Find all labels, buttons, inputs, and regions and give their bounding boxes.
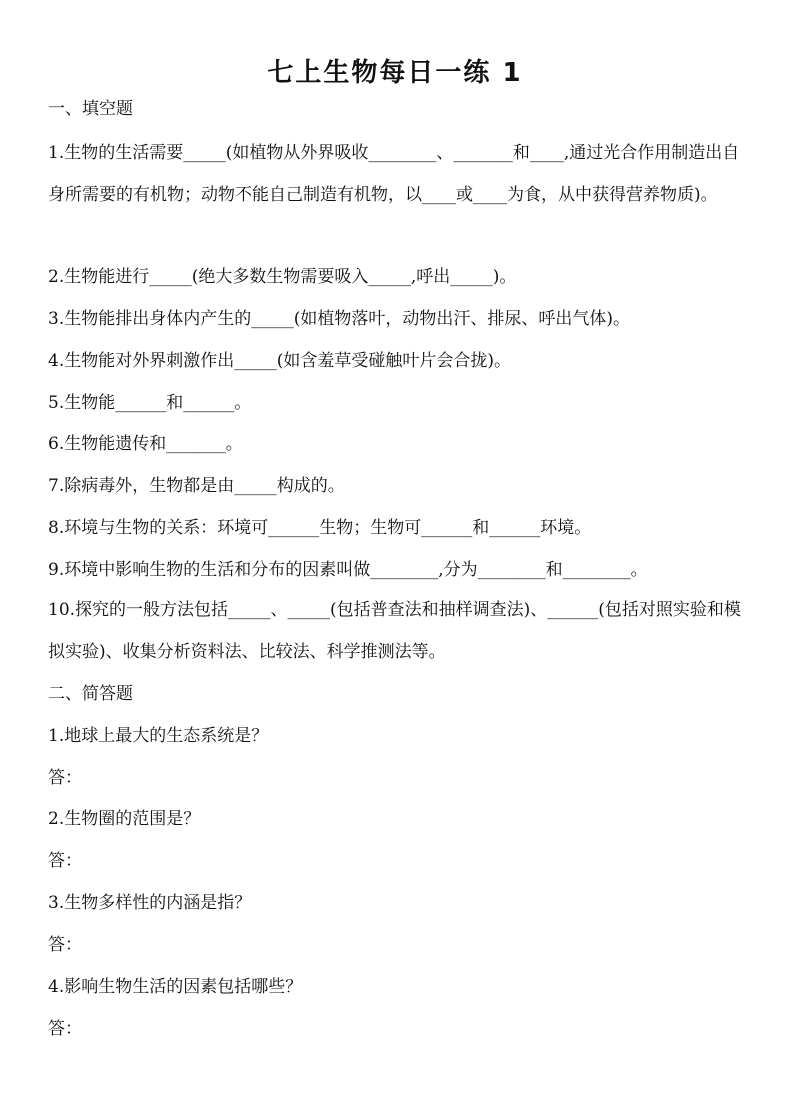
short-answer-question-4: 4.影响生物生活的因素包括哪些？ bbox=[48, 977, 303, 997]
section-heading-fill-in: 一、填空题 bbox=[48, 99, 133, 119]
short-answer-question-2: 2.生物圈的范围是？ bbox=[48, 809, 201, 829]
answer-label-1: 答： bbox=[48, 768, 82, 788]
answer-label-3: 答： bbox=[48, 935, 82, 955]
fill-in-item-8: 8.环境与生物的关系：环境可______生物；生物可______和______环境。 bbox=[48, 518, 592, 538]
fill-in-item-2: 2.生物能进行_____(绝大多数生物需要吸入_____,呼出_____)。 bbox=[48, 267, 517, 287]
short-answer-question-1: 1.地球上最大的生态系统是？ bbox=[48, 726, 269, 746]
answer-label-4: 答： bbox=[48, 1019, 82, 1039]
fill-in-item-10: 10.探究的一般方法包括_____、_____(包括普查法和抽样调查法)、______(包括对照实验和模拟实验)、收集分析资料法、比较法、科学推测法等。 bbox=[48, 600, 741, 662]
fill-in-item-1: 1.生物的生活需要_____(如植物从外界吸收________、_______和____,通过光合作用制造出自身所需要的有机物；动物不能自己制造有机物，以____或____为食，从中获得营养物质)。 bbox=[48, 143, 740, 205]
fill-in-item-7: 7.除病毒外，生物都是由_____构成的。 bbox=[48, 476, 345, 496]
answer-label-2: 答： bbox=[48, 851, 82, 871]
fill-in-item-4: 4.生物能对外界刺激作出_____(如含羞草受碰触叶片会合拢)。 bbox=[48, 351, 511, 371]
fill-in-item-6: 6.生物能遗传和_______。 bbox=[48, 434, 243, 454]
fill-in-item-5: 5.生物能______和______。 bbox=[48, 393, 252, 413]
section-heading-short-answer: 二、简答题 bbox=[48, 684, 133, 704]
page-title: 七上生物每日一练 1 bbox=[267, 58, 523, 88]
fill-in-item-9: 9.环境中影响生物的生活和分布的因素叫做________,分为________和________。 bbox=[48, 560, 648, 580]
fill-in-item-3: 3.生物能排出身体内产生的_____(如植物落叶，动物出汗、排尿、呼出气体)。 bbox=[48, 309, 630, 329]
short-answer-question-3: 3.生物多样性的内涵是指？ bbox=[48, 893, 252, 913]
